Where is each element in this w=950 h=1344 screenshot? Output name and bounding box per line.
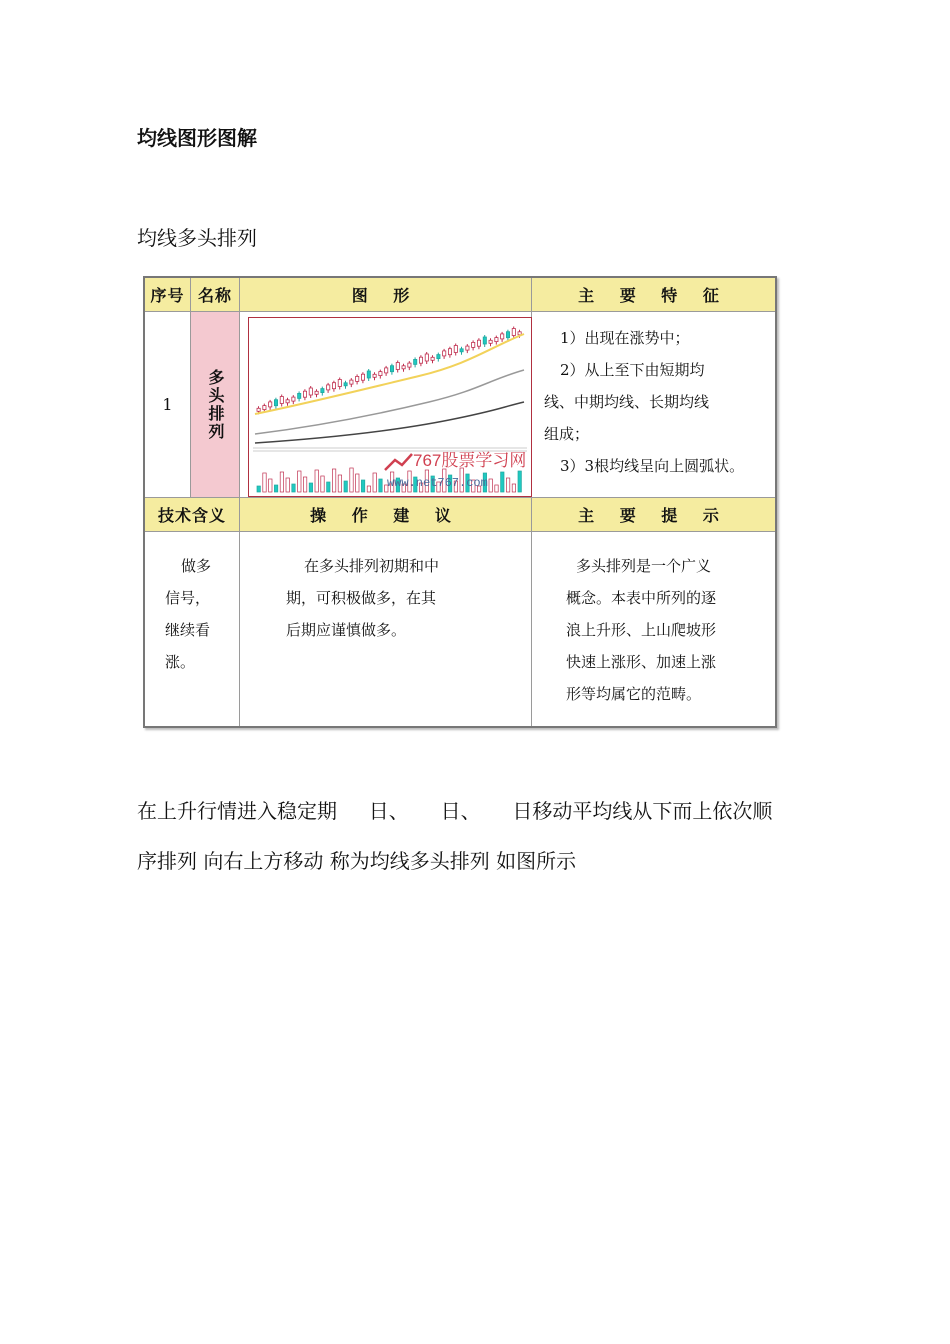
document-title: 均线图形图解 [137,126,257,150]
candle-body [280,397,283,404]
candle-body [419,357,422,363]
candle-body [495,338,498,342]
para-part: 日、 [368,799,409,823]
candle-body [344,383,347,386]
meaning-line: 继续看 [165,621,211,639]
advice-line: 后期应谨慎做多。 [286,621,407,639]
candle-body [303,391,306,397]
candle-body [483,337,486,344]
candle-body [269,402,272,407]
candle-body [489,340,492,343]
tips-line: 形等均属它的范畴。 [566,685,702,703]
features-cell [532,312,775,498]
volume-bar [280,472,283,492]
section-subtitle: 均线多头排列 [137,226,257,250]
feature-line: 3）3根均线呈向上圆弧状。 [560,457,745,475]
volume-bar [379,479,382,492]
volume-bar [327,482,330,492]
candle-body [396,363,399,370]
volume-bar [373,473,376,492]
meaning-line: 信号， [165,589,211,607]
candle-body [257,408,260,411]
volume-bar [263,473,266,492]
volume-bar [344,481,347,492]
candle-body [408,363,411,367]
volume-bar [495,485,498,492]
volume-bar [356,474,359,492]
tips-cell [532,532,775,726]
volume-bar [321,476,324,492]
volume-bar [350,468,353,492]
candle-body [274,400,277,406]
volume-bar [518,471,521,492]
volume-bar [338,475,341,492]
volume-bar [286,478,289,492]
volume-bar [292,484,295,492]
candle-body [414,359,417,364]
candle-body [501,334,504,339]
header-name: 名称 [191,278,240,312]
candle-body [448,349,451,355]
feature-line: 2）从上至下由短期均 [560,361,705,379]
advice-line: 在多头排列初期和中 [304,557,440,575]
header-advice: 操 作 建 议 [240,498,532,532]
candle-body [460,349,463,352]
candlestick-chart [248,317,532,497]
chart-svg [249,318,531,496]
header-meaning: 技术含义 [145,498,240,532]
tips-line: 多头排列是一个广义 [576,557,712,575]
header-tips: 主 要 提 示 [532,498,775,532]
candle-body [350,380,353,384]
tips-line: 快速上涨形、加速上涨 [566,653,717,671]
pattern-name: 多头排列 [206,368,225,441]
candle-body [315,391,318,394]
feature-line: 组成； [544,425,590,443]
candle-body [298,393,301,398]
paragraph-line-1 [137,786,827,836]
para-part: 日、 [440,799,481,823]
volume-bar [506,478,509,492]
body-paragraph [137,786,827,886]
advice-line: 期，可积极做多，在其 [286,589,437,607]
volume-bar [361,480,364,492]
tips-line: 浪上升形、上山爬坡形 [566,621,717,639]
candle-body [321,389,324,393]
volume-bar [367,486,370,492]
volume-bar [274,485,277,492]
volume-bar [309,483,312,492]
row-number: 1 [145,312,191,498]
candle-body [327,385,330,390]
watermark-url: www.net767.com [387,476,488,490]
candle-body [338,380,341,387]
candle-body [367,371,370,378]
candle-body [443,351,446,356]
volume-bar [489,479,492,492]
para-part: 日移动平均线从下而上依次顺 [512,799,773,823]
name-cell [191,312,240,498]
candle-body [379,372,382,376]
meaning-cell [145,532,240,726]
ma-table-figure [143,276,777,728]
candle-body [472,342,475,347]
candle-body [356,376,359,381]
candle-body [263,406,266,410]
volume-bar [501,472,504,492]
candle-body [385,368,388,373]
candle-body [512,329,515,336]
header-figure: 图 形 [240,278,532,312]
candle-body [309,388,312,395]
candle-body [477,340,480,346]
volume-bar [269,479,272,492]
candle-body [425,354,428,361]
paragraph-line-2: 序排列 向右上方移动 称为均线多头排列 如图所示 [137,849,577,873]
candle-body [402,366,405,369]
para-part: 在上升行情进入稳定期 [137,799,337,823]
candle-body [361,374,364,380]
candle-body [286,400,289,403]
candle-body [390,366,393,372]
candle-body [466,346,469,350]
candle-body [373,374,376,377]
volume-bar [315,470,318,492]
feature-line: 1）出现在涨势中； [560,329,690,347]
candle-body [431,357,434,360]
advice-cell [240,532,532,726]
header-features: 主 要 特 征 [532,278,775,312]
volume-bar [303,477,306,492]
volume-bar [298,471,301,492]
candle-body [292,397,295,401]
volume-bar [332,469,335,492]
watermark-main: 767股票学习网 [413,451,527,470]
header-no: 序号 [145,278,191,312]
candle-body [454,346,457,353]
tips-line: 概念。本表中所列的逐 [566,589,717,607]
meaning-line: 涨。 [165,653,196,671]
candle-body [506,332,509,338]
meaning-line: 做多 [181,557,212,575]
candle-body [437,355,440,359]
candle-body [332,383,335,389]
volume-bar [512,484,515,492]
feature-line: 线、中期均线、长期均线 [544,393,710,411]
volume-bar [257,486,260,492]
